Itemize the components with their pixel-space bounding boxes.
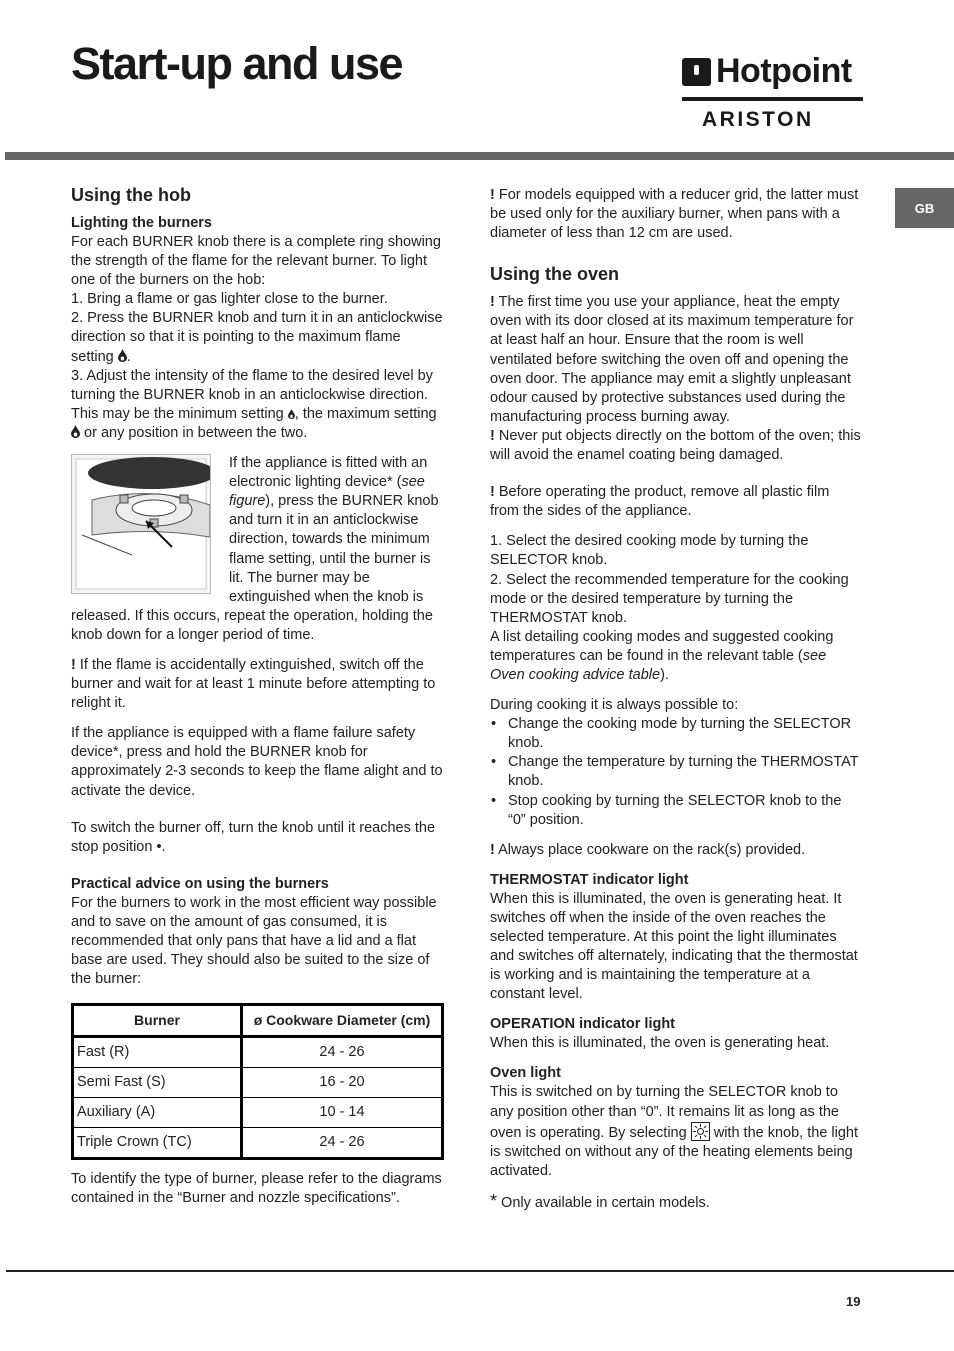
warning-icon: ! bbox=[490, 841, 495, 858]
oven-light-text bbox=[490, 1083, 862, 1180]
diameter-cell: 16 - 20 bbox=[242, 1068, 443, 1098]
thermostat-text: When this is illuminated, the oven is generating heat. It switches off when the inside of the oven reaches the selected temperature. At this point the light illuminates and switches off alternately, indicating that the thermostat is working and is maintaining the temperature at a constant level. bbox=[490, 890, 858, 1003]
list-item: • Stop cooking by turning the SELECTOR knob to the “0” position. bbox=[490, 792, 862, 830]
burner-cell: Triple Crown (TC) bbox=[73, 1128, 242, 1159]
warning-icon: ! bbox=[490, 427, 495, 444]
electronic-text-a: If the appliance is fitted with an electronic lighting device* ( bbox=[229, 455, 428, 491]
oven-column bbox=[490, 186, 862, 1213]
page-title: Start-up and use bbox=[71, 38, 403, 89]
logo-mark-icon bbox=[682, 58, 711, 86]
footnote bbox=[490, 1192, 862, 1213]
brand-logo bbox=[682, 52, 864, 132]
step-3-text-a: 3. Adjust the intensity of the flame to the desired level by turning the BURNER knob in an anticlockwise direction. This may be the minimum setting bbox=[71, 367, 433, 422]
burner-cell: Semi Fast (S) bbox=[73, 1068, 242, 1098]
max-flame-icon bbox=[118, 349, 127, 362]
footnote-star: * bbox=[490, 1190, 498, 1211]
oven-step-2: 2. Select the recommended temperature for the cooking mode or the desired temperature by turning the THERMOSTAT knob. bbox=[490, 571, 849, 626]
light-text-a: This is switched on by turning the SELECTOR knob to any position other than “0”. It remains lit as long as the oven is operating. By selecting bbox=[490, 1084, 839, 1141]
lighting-step-2: 2. Press the BURNER knob and turn it in an anticlockwise direction so that it is pointing to the maximum flame setting . bbox=[71, 310, 443, 365]
cooking-table-ref bbox=[490, 628, 862, 685]
list-item: • Change the temperature by turning the THERMOSTAT knob. bbox=[490, 753, 862, 791]
lighting-step-3 bbox=[71, 367, 447, 443]
lighting-step-1: 1. Bring a flame or gas lighter close to the burner. bbox=[71, 291, 388, 308]
first-time-text: The first time you use your appliance, heat the empty oven with its door closed at its maximum temperature for at least half an hour. Ensure that the room is well ventilated before switching the oven off and opening the oven door. The appliance may emit a slightly unpleasant odour caused by protective substances used during the manufacturing process burning away. bbox=[490, 294, 854, 425]
operation-text: When this is illuminated, the oven is generating heat. bbox=[490, 1035, 830, 1052]
table-header: Burner bbox=[73, 1005, 242, 1037]
see-figure-ref: see figure bbox=[229, 474, 425, 510]
footnote-text: Only available in certain models. bbox=[501, 1194, 710, 1211]
warning-icon: ! bbox=[490, 484, 495, 501]
lighting-intro: For each BURNER knob there is a complete ring showing the strength of the flame for the relevant burner. To light one of the burners on the hob: bbox=[71, 234, 441, 289]
first-time-note bbox=[490, 293, 862, 427]
step-2-text: 2. Press the BURNER knob and turn it in an anticlockwise direction so that it is pointing to the maximum flame setting bbox=[71, 310, 443, 365]
light-text-b: with the knob, the light is switched on without any of the heating elements being activated. bbox=[490, 1124, 859, 1179]
language-tab: GB bbox=[895, 188, 954, 228]
step-3-text-b: , the maximum setting bbox=[294, 405, 437, 422]
lamp-icon bbox=[691, 1122, 710, 1141]
table-header: ø Cookware Diameter (cm) bbox=[242, 1005, 443, 1037]
identify-text: To identify the type of burner, please refer to the diagrams contained in the “Burner and nozzle specifications”. bbox=[71, 1171, 442, 1207]
before-operating-text: Before operating the product, remove all plastic film from the sides of the appliance. bbox=[490, 484, 830, 520]
burner-cell: Fast (R) bbox=[73, 1037, 242, 1068]
flame-failure-text: If the appliance is equipped with a flame failure safety device*, press and hold the BURNER knob for approximately 2-3 seconds to keep the flame alight and to activate the device. bbox=[71, 725, 443, 799]
diameter-cell: 10 - 14 bbox=[242, 1098, 443, 1128]
warning-icon: ! bbox=[71, 656, 76, 673]
burner-table bbox=[71, 1003, 444, 1160]
table-row bbox=[73, 1128, 443, 1159]
thermostat-heading: THERMOSTAT indicator light bbox=[490, 871, 689, 888]
list-text-b: ). bbox=[660, 666, 669, 683]
electronic-text-b: ), press the BURNER knob and turn it in an anticlockwise direction, towards the minimum flame setting, until the burner is lit. The burner may be extinguished when the knob is released. If this occurs, repeat the operation, holding the knob down for a longer period of time. bbox=[71, 493, 439, 643]
max-flame-icon bbox=[71, 425, 80, 438]
burner-cell: Auxiliary (A) bbox=[73, 1098, 242, 1128]
footer-divider bbox=[6, 1270, 954, 1272]
never-put-text: Never put objects directly on the bottom of the oven; this will avoid the enamel coating being damaged. bbox=[490, 427, 861, 464]
cookware-note bbox=[490, 841, 862, 860]
advice-table-ref: see Oven cooking advice table bbox=[490, 647, 827, 683]
list-text-a: A list detailing cooking modes and suggested cooking temperatures can be found in the relevant table ( bbox=[490, 628, 834, 664]
min-flame-icon bbox=[288, 409, 295, 419]
during-cooking-text: During cooking it is always possible to: bbox=[490, 697, 739, 714]
warning-icon: ! bbox=[490, 187, 495, 203]
electronic-lighting-block bbox=[71, 454, 447, 645]
reducer-note bbox=[490, 186, 862, 243]
logo-name: Hotpoint bbox=[716, 52, 852, 90]
oven-heading: Using the oven bbox=[490, 264, 620, 285]
step-3-text-c: or any position in between the two. bbox=[84, 424, 308, 441]
logo-divider bbox=[682, 97, 863, 101]
operation-heading: OPERATION indicator light bbox=[490, 1016, 676, 1033]
extinguished-text: If the flame is accidentally extinguished, switch off the burner and wait for at least 1 minute before attempting to relight it. bbox=[71, 656, 436, 712]
table-row bbox=[73, 1037, 443, 1068]
oven-light-heading: Oven light bbox=[490, 1065, 561, 1082]
hob-column bbox=[71, 184, 447, 1208]
oven-step-1: 1. Select the desired cooking mode by turning the SELECTOR knob. bbox=[490, 533, 809, 569]
before-operating-note bbox=[490, 483, 862, 521]
during-cooking-list bbox=[490, 715, 862, 830]
diameter-cell: 24 - 26 bbox=[242, 1037, 443, 1068]
list-item: • Change the cooking mode by turning the SELECTOR knob. bbox=[490, 715, 862, 753]
table-row bbox=[73, 1068, 443, 1098]
table-row bbox=[73, 1098, 443, 1128]
advice-text: For the burners to work in the most efficient way possible and to save on the amount of gas consumed, it is recommended that only pans that have a lid and a flat base are used. They should also be suited to the size of the burner: bbox=[71, 894, 437, 988]
warning-icon: ! bbox=[490, 294, 495, 311]
burner-ignition-figure bbox=[71, 454, 211, 594]
switch-off-text: To switch the burner off, turn the knob until it reaches the stop position •. bbox=[71, 819, 436, 855]
lighting-heading: Lighting the burners bbox=[71, 215, 212, 231]
header-divider bbox=[5, 152, 954, 160]
page-number: 19 bbox=[846, 1294, 861, 1309]
table-header-row bbox=[73, 1005, 443, 1037]
logo-subtitle: ARISTON bbox=[702, 108, 814, 131]
extinguished-note bbox=[71, 656, 447, 713]
cookware-text: Always place cookware on the rack(s) provided. bbox=[498, 841, 806, 858]
diameter-cell: 24 - 26 bbox=[242, 1128, 443, 1159]
advice-heading: Practical advice on using the burners bbox=[71, 875, 329, 892]
hob-heading: Using the hob bbox=[71, 185, 191, 205]
reducer-text: For models equipped with a reducer grid, the latter must be used only for the auxiliary burner, when pans with a diameter of less than 12 cm are used. bbox=[490, 187, 859, 242]
never-put-note bbox=[490, 427, 862, 465]
